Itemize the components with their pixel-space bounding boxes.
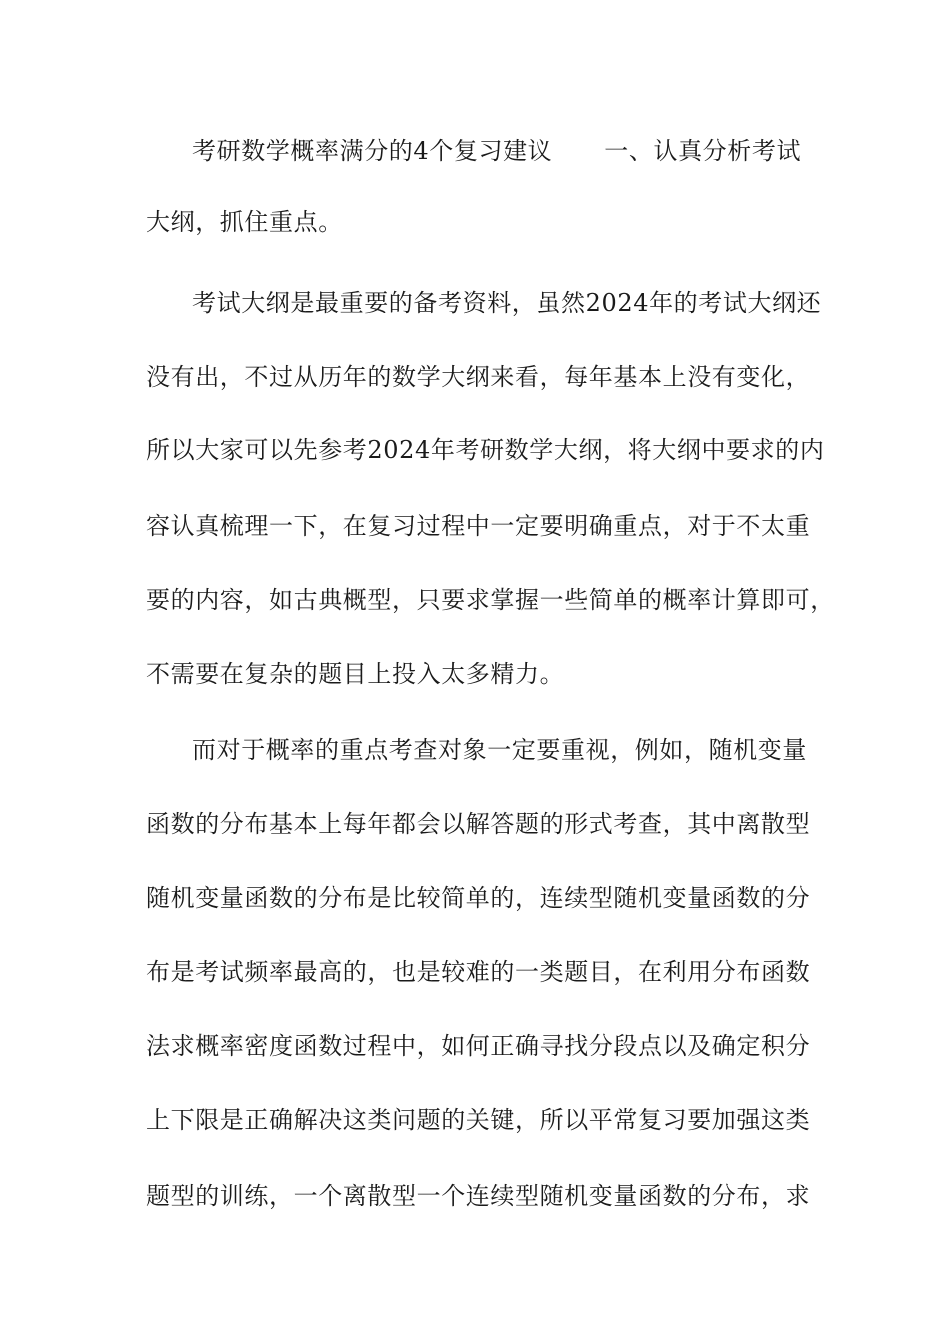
paragraph-2-line-6: 上下限是正确解决这类问题的关键，所以平常复习要加强这类: [146, 1106, 811, 1134]
paragraph-2-line-4: 布是考试频率最高的，也是较难的一类题目，在利用分布函数: [146, 958, 811, 986]
paragraph-1-line-1: 考试大纲是最重要的备考资料，虽然2024年的考试大纲还: [192, 289, 822, 317]
section-heading-continued: 大纲，抓住重点。: [146, 208, 343, 236]
title-line: [192, 131, 872, 171]
paragraph-2-line-1: 而对于概率的重点考查对象一定要重视，例如，随机变量: [192, 736, 807, 764]
paragraph-2-line-7: 题型的训练，一个离散型一个连续型随机变量函数的分布，求: [146, 1182, 811, 1210]
paragraph-1-line-6: 不需要在复杂的题目上投入太多精力。: [146, 660, 565, 688]
section-heading: 一、认真分析考试: [604, 137, 802, 165]
document-title: 考研数学概率满分的4个复习建议: [192, 137, 553, 165]
paragraph-2-line-5: 法求概率密度函数过程中，如何正确寻找分段点以及确定积分: [146, 1032, 811, 1060]
paragraph-1-line-3: 所以大家可以先参考2024年考研数学大纲，将大纲中要求的内: [146, 436, 825, 464]
paragraph-1-line-2: 没有出，不过从历年的数学大纲来看，每年基本上没有变化，: [146, 363, 811, 391]
paragraph-1-line-4: 容认真梳理一下，在复习过程中一定要明确重点，对于不太重: [146, 512, 811, 540]
paragraph-2-line-3: 随机变量函数的分布是比较简单的，连续型随机变量函数的分: [146, 884, 811, 912]
paragraph-1-line-5: 要的内容，如古典概型，只要求掌握一些简单的概率计算即可，: [146, 586, 835, 614]
paragraph-2-line-2: 函数的分布基本上每年都会以解答题的形式考查，其中离散型: [146, 810, 811, 838]
